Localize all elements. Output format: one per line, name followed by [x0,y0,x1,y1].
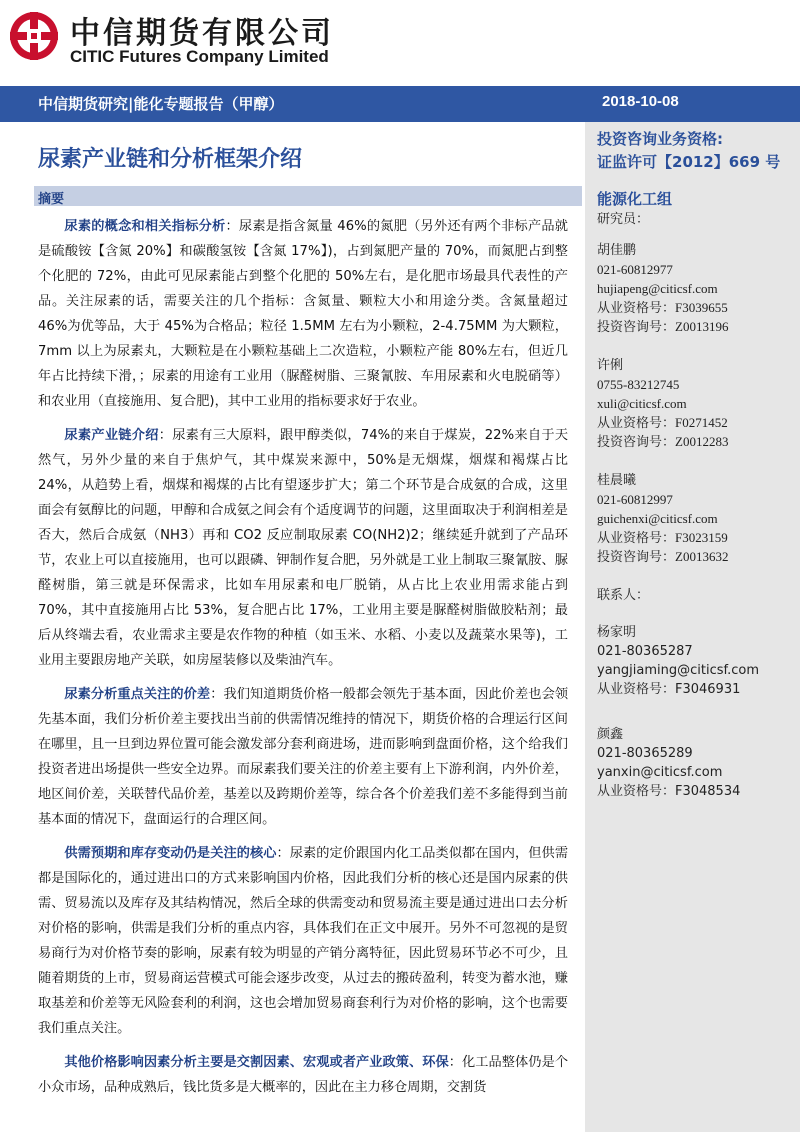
report-type: 中信期货研究|能化专题报告（甲醇） [38,95,284,113]
abstract-label: 摘要 [38,192,65,207]
abstract-body [38,214,568,1109]
contact-practice-no: 从业资格号：F3048534 [597,784,741,799]
company-name-en: CITIC Futures Company Limited [70,47,329,66]
contact-email[interactable]: yanxin@citicsf.com [597,765,723,780]
contact-practice-no: 从业资格号：F3046931 [597,682,741,697]
paragraph-text: ：我们知道期货价格一般都会领先于基本面，因此价差也会领先基本面，我们分析价差主要找出当前的供需情况维持的情况下，期货价格的合理运行区间在哪里，且一旦到边界位置可能会激发部分套利商进场，进而影响到盘面价格，这个给我们投资者进出场提供一些安全边界。而尿素我们要关注的价差主要有上下游利润，内外价差，地区间价差，关联替代品价差，基差以及跨期价差等，综合各个价差我们差不多能得到当前基本面的情况下，盘面运行的合理区间。 [38,687,569,827]
contact-name: 杨家明 [597,625,637,640]
license-line: 证监许可【2012】669 号 [597,153,781,171]
paragraph-text: ：化工品整体仍是个小众市场，品种成熟后，钱比货多是大概率的，因此在主力移仓周期，交割货 [38,1055,569,1095]
researcher-practice-no: 从业资格号：F0271452 [597,415,728,430]
researcher-name: 许俐 [597,358,624,373]
researcher-consult-no: 投资咨询号：Z0013196 [597,319,729,334]
paragraph [38,423,568,673]
researcher-email[interactable]: guichenxi@citicsf.com [597,511,718,526]
researcher-card [597,356,792,451]
researcher-card [597,471,792,566]
contact-name: 颜鑫 [597,727,624,742]
paragraph-text: ：尿素是指含氮量 46%的氮肥（另外还有两个非标产品就是硫酸铵【含氮 20%】和碳酸氢铵【含氮 17%】)，占到氮肥产量的 70%，而氮肥占到整个化肥的 72%，由此可见尿素能占到整个化肥的 50%左右，是化肥市场最具代表性的产品。关注尿素的话，需要关注的几个指标：含氮量、颗粒大小和用途分类。含氮量超过 46%为优等品，大于 45%为合格品；粒径 1.5MM 左右为小颗粒，2-4.75MM 为大颗粒，7mm 以上为尿素丸，大颗粒是在小颗粒基础上二次造粒，小颗粒产能 80%左右，但近几年占比持续下滑，；尿素的用途有工业用（脲醛树脂、三聚氰胺、车用尿素和火电脱硝等）和农业用（直接施用、复合肥)，其中工业用的指标要求好于农业。 [38,219,568,409]
contact-email[interactable]: yangjiaming@citicsf.com [597,663,760,678]
researcher-email[interactable]: hujiapeng@citicsf.com [597,281,718,296]
researcher-phone: 021-60812997 [597,492,673,507]
contact-phone: 021-80365289 [597,746,693,761]
report-date: 2018-10-08 [602,93,679,110]
paragraph-heading: 其他价格影响因素分析主要是交割因素、宏观或者产业政策、环保 [64,1055,449,1070]
researcher-consult-no: 投资咨询号：Z0013632 [597,549,729,564]
sidebar-content [597,128,792,827]
group-name: 能源化工组 [597,190,673,208]
researcher-practice-no: 从业资格号：F3039655 [597,300,728,315]
paragraph [38,1050,568,1100]
paragraph [38,682,568,832]
paragraph-text: ：尿素的定价跟国内化工品类似都在国内，但供需都是国际化的，通过进出口的方式来影响国内价格，因此我们分析的核心还是国内尿素的供需、贸易流以及库存及其结构情况，然后全球的供需变动和贸易流主要是通过进出口去分析对价格的影响，供需是我们分析的重点内容，具体我们在正文中展开。另外不可忽视的是贸易商行为对价格节奏的影响，尿素有较为明显的产销分离特征，因此贸易环节必不可少，且随着期货的上市，贸易商运营模式可能会逐步改变，从过去的搬砖盈利，转变为蓄水池，赚取基差和价差等无风险套利的利润，这也会增加贸易商套利行为对价格的影响，这个也需要我们重点关注。 [38,846,569,1036]
paragraph-heading: 尿素的概念和相关指标分析 [64,219,226,234]
paragraph-heading: 尿素分析重点关注的价差 [64,687,211,702]
contact-card [597,623,792,699]
paragraph [38,214,568,414]
company-name-cn: 中信期货有限公司 [70,16,334,51]
researcher-email[interactable]: xuli@citicsf.com [597,396,687,411]
researcher-phone: 021-60812977 [597,262,673,277]
paragraph-heading: 尿素产业链介绍 [64,428,159,443]
citic-logo-icon [8,10,60,62]
paragraph-text: ：尿素有三大原料，跟甲醇类似，74%的来自于煤炭，22%来自于天然气，另外少量的来自于焦炉气，其中煤炭来源中，50%是无烟煤，烟煤和褐煤占比 24%，从趋势上看，烟煤和褐煤的占比有望逐步扩大；第二个环节是合成氨的合成，这里面会有氨醇比的问题，甲醇和合成氨之间会有个适度调节的问题，这里面取决于利润相差是否大，然后合成氨（NH3）再和 CO2 反应制取尿素 CO(NH2)2；继续延升就到了产品环节，农业上可以直接施用，也可以跟磷、钾制作复合肥，另外就是工业上制取三聚氰胺、脲醛树脂，第三就是环保需求，比如车用尿素和电厂脱销，从占比上农业用需求能占到 70%，其中直接施用占比 53%，复合肥占比 17%，工业用主要是脲醛树脂做胶粘剂；最后从终端去看，农业需求主要是农作物的种植（如玉米、水稻、小麦以及蔬菜水果等)，工业用主要跟房地产关联，如房屋装修以及柴油汽车。 [38,428,569,668]
paragraph [38,841,568,1041]
researcher-phone: 0755-83212745 [597,377,680,392]
contact-label: 联系人： [597,588,650,603]
researcher-label: 研究员： [597,212,650,227]
researcher-name: 胡佳鹏 [597,243,637,258]
abstract-bar [34,186,582,206]
researcher-practice-no: 从业资格号：F3023159 [597,530,728,545]
contact-phone: 021-80365287 [597,644,693,659]
paragraph-heading: 供需预期和库存变动仍是关注的核心 [64,846,277,861]
researcher-name: 桂晨曦 [597,473,637,488]
qualification-line: 投资咨询业务资格: [597,130,723,148]
researcher-card [597,241,792,336]
researcher-consult-no: 投资咨询号：Z0012283 [597,434,729,449]
contact-card [597,725,792,801]
page-title: 尿素产业链和分析框架介绍 [38,147,303,172]
